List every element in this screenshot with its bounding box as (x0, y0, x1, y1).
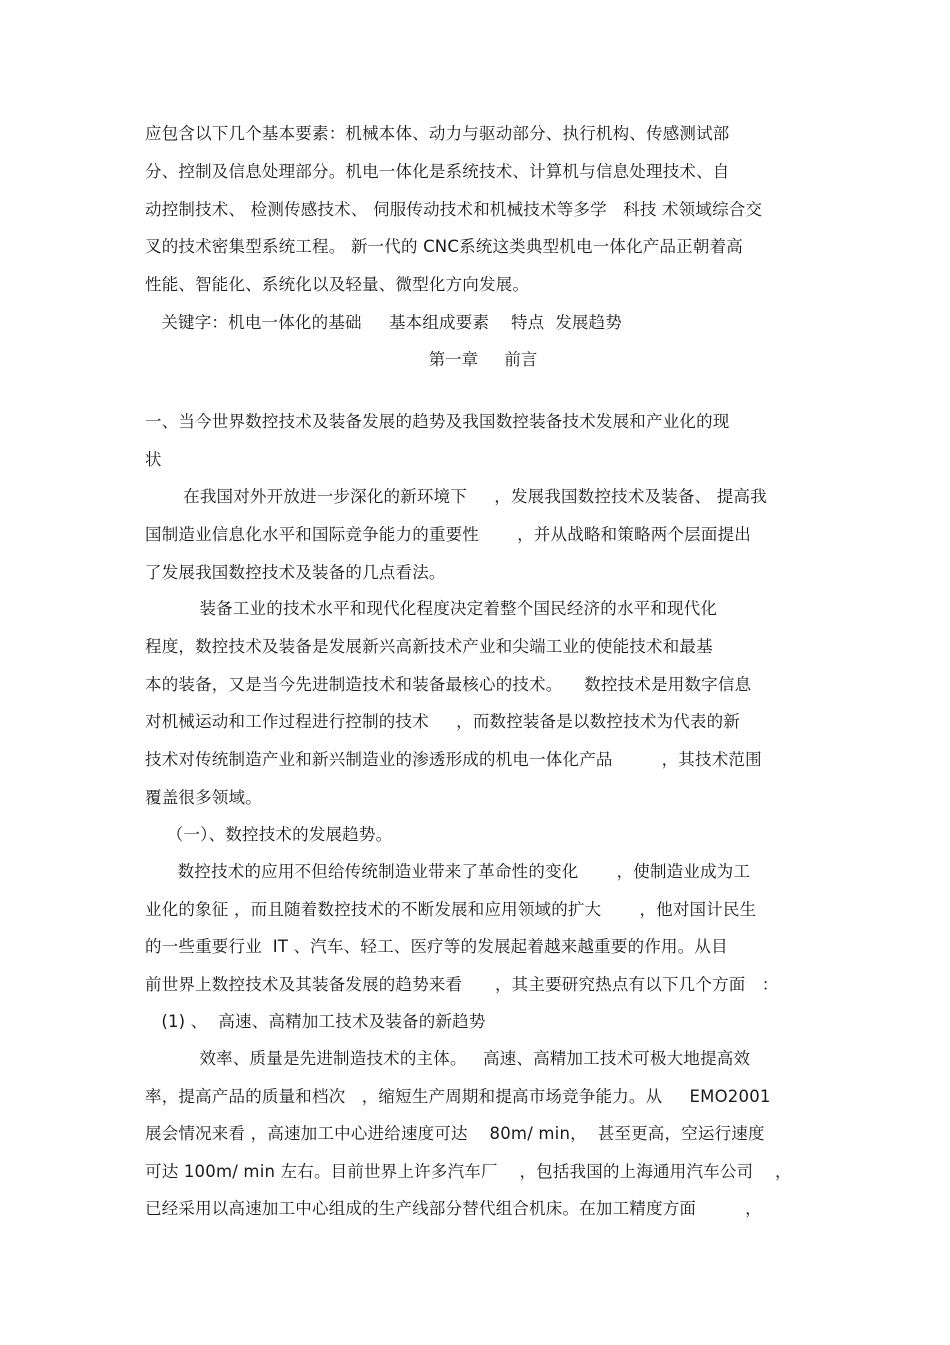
paragraph-line: 率，提高产品的质量和档次 ，缩短生产周期和提高市场竞争能力。从 EMO2001 (145, 1087, 771, 1106)
paragraph-line: 的一些重要行业 IT 、汽车、轻工、医疗等的发展起着越来越重要的作用。从目 (145, 937, 728, 956)
abstract-line: 性能、智能化、系统化以及轻量、微型化方向发展。 (145, 275, 530, 294)
paragraph-line: 装备工业的技术水平和现代化程度决定着整个国民经济的水平和现代化 (145, 599, 718, 618)
paragraph-line: 程度，数控技术及装备是发展新兴高新技术产业和尖端工业的使能技术和最基 (145, 637, 713, 656)
abstract-line: 动控制技术、 检测传感技术、 伺服传动技术和机械技术等多学 科技 术领域综合交 (145, 200, 763, 219)
paragraph-line: 展会情况来看 ，高速加工中心进给速度可达 80m/ min， 甚至更高，空运行速度 (145, 1124, 765, 1143)
paragraph-line: 数控技术的应用不但给传统制造业带来了革命性的变化 ，使制造业成为工 (145, 862, 751, 881)
paragraph-line: 覆盖很多领域。 (145, 788, 262, 807)
abstract-line: 分、控制及信息处理部分。机电一体化是系统技术、计算机与信息处理技术、自 (145, 162, 730, 181)
paragraph-line: 本的装备，又是当今先进制造技术和装备最核心的技术。 数控技术是用数字信息 (145, 675, 752, 694)
item-heading: (1) 、 高速、高精加工技术及装备的新趋势 (145, 1012, 486, 1031)
paragraph-line: 业化的象征 ，而且随着数控技术的不断发展和应用领域的扩大 ，他对国计民生 (145, 900, 757, 919)
paragraph-line: 前世界上数控技术及其装备发展的趋势来看 ，其主要研究热点有以下几个方面 ： (145, 975, 779, 994)
paragraph-line: 对机械运动和工作过程进行控制的技术 ，而数控装备是以数控技术为代表的新 (145, 712, 741, 731)
paragraph-line: 效率、质量是先进制造技术的主体。 高速、高精加工技术可极大地提高效 (145, 1049, 751, 1068)
abstract-line: 应包含以下几个基本要素：机械本体、动力与驱动部分、执行机构、传感测试部 (145, 124, 730, 143)
paragraph-line: 了发展我国数控技术及装备的几点看法。 (145, 563, 446, 582)
chapter-title: 第一章 前言 (428, 350, 538, 369)
paragraph-line: 已经采用以高速加工中心组成的生产线部分替代组合机床。在加工精度方面 ， (145, 1199, 762, 1218)
section-heading: 状 (145, 450, 162, 469)
keywords-line: 关键字：机电一体化的基础 基本组成要素 特点 发展趋势 (145, 313, 623, 332)
paragraph-line: 国制造业信息化水平和国际竞争能力的重要性 ，并从战略和策略两个层面提出 (145, 525, 751, 544)
section-heading: 一、当今世界数控技术及装备发展的趋势及我国数控装备技术发展和产业化的现 (145, 412, 730, 431)
subsection-heading: （一）、数控技术的发展趋势。 (145, 825, 393, 844)
abstract-line: 叉的技术密集型系统工程。 新一代的 CNC系统这类典型机电一体化产品正朝着高 (145, 237, 743, 256)
paragraph-line: 在我国对外开放进一步深化的新环境下 ，发展我国数控技术及装备、 提高我 (145, 487, 767, 506)
paragraph-line: 技术对传统制造产业和新兴制造业的渗透形成的机电一体化产品 ，其技术范围 (145, 750, 762, 769)
paragraph-line: 可达 100m/ min 左右。目前世界上许多汽车厂 ，包括我国的上海通用汽车公司 ， (145, 1162, 792, 1181)
